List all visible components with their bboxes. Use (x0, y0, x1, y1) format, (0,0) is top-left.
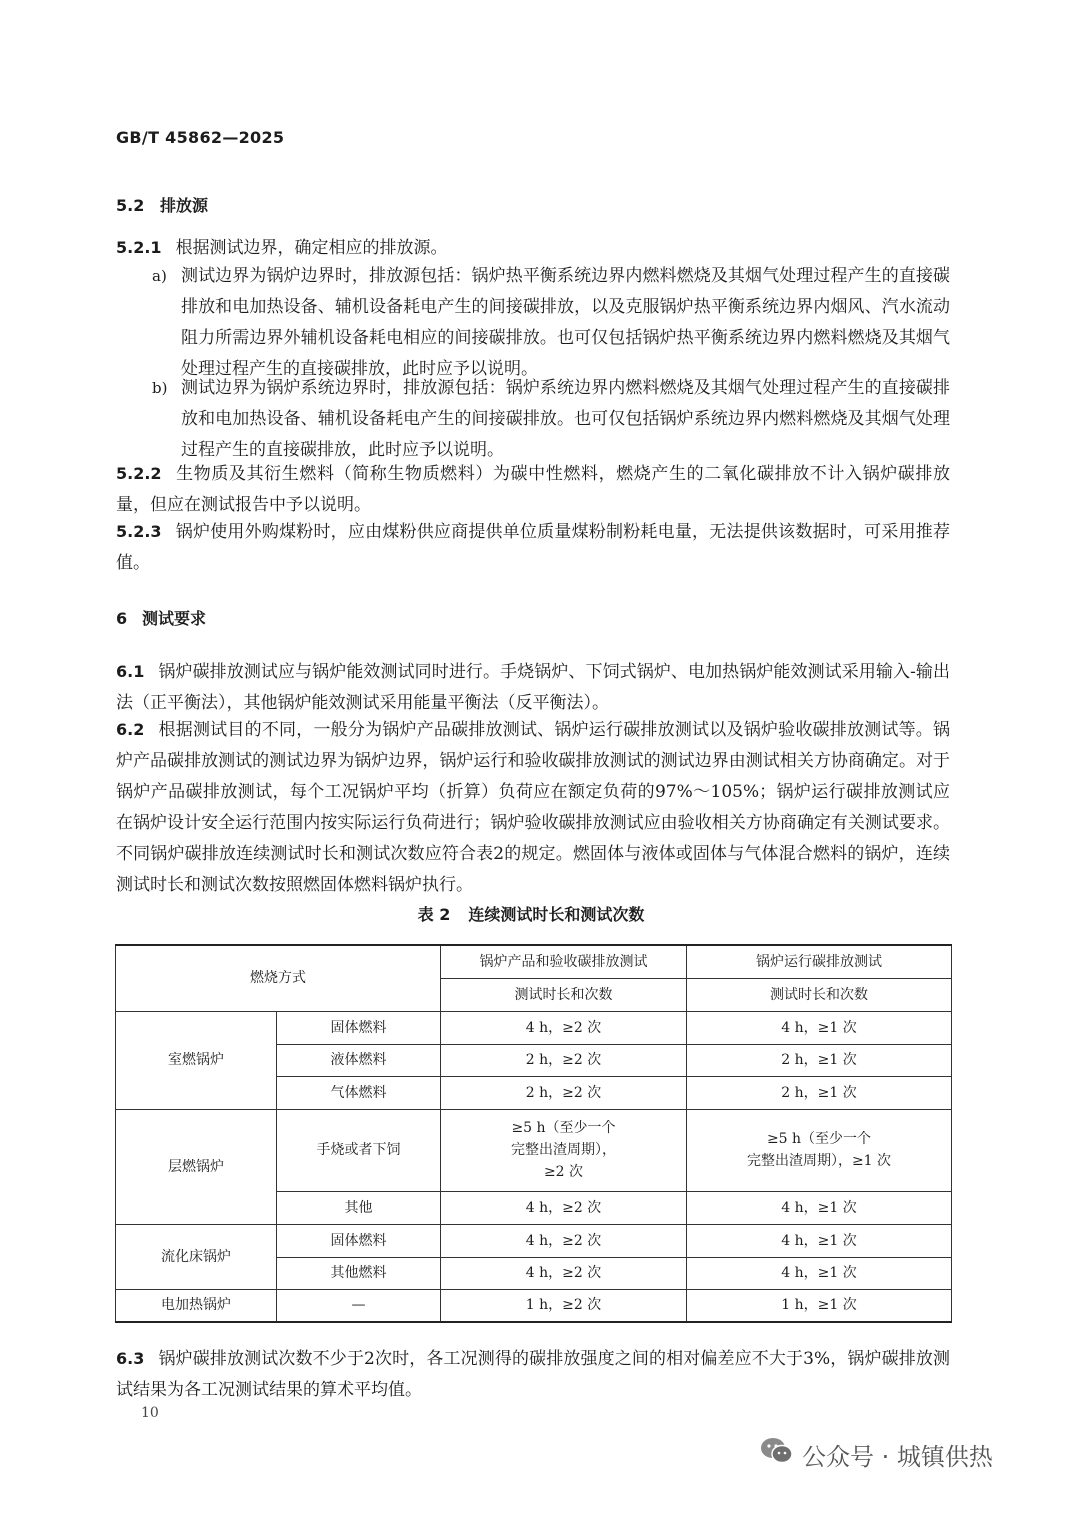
header-combustion-mode: 燃烧方式 (116, 945, 441, 1011)
clause-6-1 (116, 656, 950, 719)
header-product-test: 锅炉产品和验收碳排放测试 (441, 945, 687, 978)
operation-cell: 4 h，≥1 次 (687, 1191, 952, 1224)
wechat-icon (760, 1436, 802, 1472)
product-cell: 2 h，≥2 次 (441, 1044, 687, 1076)
operation-cell: 2 h，≥1 次 (687, 1076, 952, 1109)
clause-number: 6.2 (116, 720, 145, 739)
clause-number: 6.1 (116, 662, 145, 681)
fuel-cell: 液体燃料 (277, 1044, 441, 1076)
table-label: 表 2 (417, 905, 451, 924)
product-cell: 2 h，≥2 次 (441, 1076, 687, 1109)
operation-cell (687, 1109, 952, 1191)
group-chamber: 室燃锅炉 (116, 1011, 277, 1109)
table-row (116, 1109, 952, 1191)
clause-number: 5.2.2 (116, 464, 162, 483)
product-cell (441, 1109, 687, 1191)
operation-cell: 2 h，≥1 次 (687, 1044, 952, 1076)
section-5-2-heading (116, 193, 208, 216)
fuel-cell: 气体燃料 (277, 1076, 441, 1109)
group-electric: 电加热锅炉 (116, 1289, 277, 1322)
table-row (116, 1289, 952, 1322)
product-line: ≥2 次 (543, 1164, 584, 1180)
list-item-text: 测试边界为锅炉边界时，排放源包括：锅炉热平衡系统边界内燃料燃烧及其烟气处理过程产生的直接碳排放和电加热设备、辅机设备耗电产生的间接碳排放，以及克服锅炉热平衡系统边界内烟风、汽水流动阻力所需边界外辅机设备耗电相应的间接碳排放。也可仅包括锅炉热平衡系统边界内燃料燃烧及其烟气处理过程产生的直接碳排放，此时应予以说明。 (181, 266, 950, 379)
clause-number: 5.2.1 (116, 238, 162, 257)
operation-line: ≥5 h（至少一个 (766, 1131, 872, 1147)
fuel-cell: 手烧或者下饲 (277, 1109, 441, 1191)
fuel-cell: 固体燃料 (277, 1224, 441, 1257)
clause-text: 锅炉使用外购煤粉时，应由煤粉供应商提供单位质量煤粉制粉耗电量，无法提供该数据时，可采用推荐值。 (116, 522, 950, 573)
fuel-cell: 其他燃料 (277, 1257, 441, 1289)
clause-6-3 (116, 1343, 950, 1406)
product-cell: 4 h，≥2 次 (441, 1011, 687, 1044)
product-line: 完整出渣周期）， (511, 1142, 616, 1158)
page-number: 10 (141, 1405, 159, 1421)
product-cell: 1 h，≥2 次 (441, 1289, 687, 1322)
clause-text: 根据测试目的不同，一般分为锅炉产品碳排放测试、锅炉运行碳排放测试以及锅炉验收碳排放测试等。锅炉产品碳排放测试的测试边界为锅炉边界，锅炉运行和验收碳排放测试的测试边界由测试相关方协商确定。对于锅炉产品碳排放测试，每个工况锅炉平均（折算）负荷应在额定负荷的97%～105%；锅炉运行碳排放测试应在锅炉设计安全运行范围内按实际运行负荷进行；锅炉验收碳排放测试应由验收相关方协商确定有关测试要求。不同锅炉碳排放连续测试时长和测试次数应符合表2的规定。燃固体与液体或固体与气体混合燃料的锅炉，连续测试时长和测试次数按照燃固体燃料锅炉执行。 (116, 720, 950, 895)
product-cell: 4 h，≥2 次 (441, 1224, 687, 1257)
fuel-cell: — (277, 1289, 441, 1322)
clause-text: 根据测试边界，确定相应的排放源。 (175, 238, 448, 258)
clause-number: 6.3 (116, 1349, 145, 1368)
table-caption: 连续测试时长和测试次数 (468, 905, 645, 924)
section-number: 6 (116, 609, 128, 628)
list-item-a (152, 261, 950, 385)
section-title: 测试要求 (142, 609, 207, 628)
operation-cell: 4 h，≥1 次 (687, 1224, 952, 1257)
group-fluidized: 流化床锅炉 (116, 1224, 277, 1289)
watermark-text: 公众号 · 城镇供热 (802, 1442, 993, 1471)
clause-text: 锅炉碳排放测试次数不少于2次时，各工况测得的碳排放强度之间的相对偏差应不大于3%，锅炉碳排放测试结果为各工况测试结果的算术平均值。 (116, 1349, 950, 1400)
table-row (116, 1011, 952, 1044)
subheader-duration: 测试时长和次数 (441, 978, 687, 1011)
fuel-cell: 固体燃料 (277, 1011, 441, 1044)
product-cell: 4 h，≥2 次 (441, 1257, 687, 1289)
table-row (116, 1224, 952, 1257)
table-header-row (116, 945, 952, 978)
product-cell: 4 h，≥2 次 (441, 1191, 687, 1224)
list-item-text: 测试边界为锅炉系统边界时，排放源包括：锅炉系统边界内燃料燃烧及其烟气处理过程产生的直接碳排放和电加热设备、辅机设备耗电产生的间接碳排放。也可仅包括锅炉系统边界内燃料燃烧及其烟气处理过程产生的直接碳排放，此时应予以说明。 (181, 378, 950, 460)
list-label: b) (152, 379, 168, 397)
table-title (0, 902, 1080, 925)
product-line: ≥5 h（至少一个 (511, 1120, 616, 1136)
clause-6-2 (116, 714, 950, 901)
list-label: a) (152, 267, 167, 285)
list-item-b (152, 373, 950, 466)
operation-cell: 4 h，≥1 次 (687, 1011, 952, 1044)
watermark (760, 1436, 993, 1472)
clause-text: 生物质及其衍生燃料（简称生物质燃料）为碳中性燃料，燃烧产生的二氧化碳排放不计入锅炉碳排放量，但应在测试报告中予以说明。 (116, 464, 950, 515)
section-number: 5.2 (116, 196, 145, 215)
section-title: 排放源 (160, 196, 209, 215)
duration-table (115, 944, 952, 1323)
operation-line: 完整出渣周期），≥1 次 (746, 1153, 892, 1169)
operation-cell: 4 h，≥1 次 (687, 1257, 952, 1289)
subheader-duration: 测试时长和次数 (687, 978, 952, 1011)
clause-5-2-2 (116, 458, 950, 521)
clause-text: 锅炉碳排放测试应与锅炉能效测试同时进行。手烧锅炉、下饲式锅炉、电加热锅炉能效测试采用输入-输出法（正平衡法），其他锅炉能效测试采用能量平衡法（反平衡法）。 (116, 662, 950, 713)
section-6-heading (116, 606, 206, 629)
clause-number: 5.2.3 (116, 522, 162, 541)
group-grate: 层燃锅炉 (116, 1109, 277, 1224)
standard-code: GB/T 45862—2025 (116, 128, 285, 147)
clause-5-2-1 (116, 232, 950, 264)
header-operation-test: 锅炉运行碳排放测试 (687, 945, 952, 978)
operation-cell: 1 h，≥1 次 (687, 1289, 952, 1322)
clause-5-2-3 (116, 516, 950, 579)
fuel-cell: 其他 (277, 1191, 441, 1224)
